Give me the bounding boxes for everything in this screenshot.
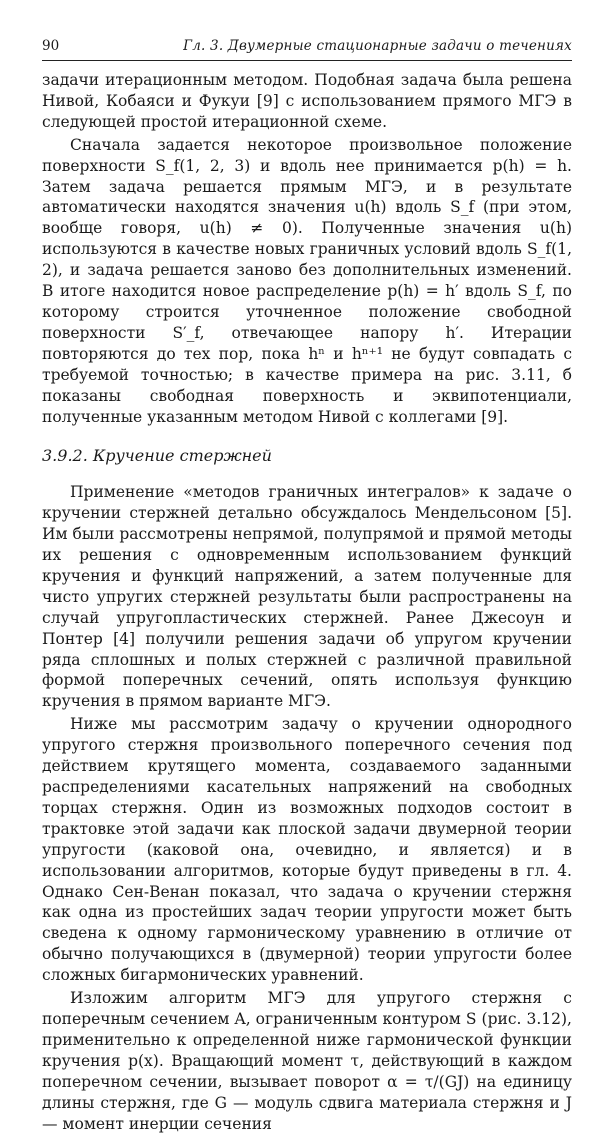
body-text: [42, 70, 572, 1136]
running-title: Гл. 3. Двумерные стационарные задачи о течениях: [183, 38, 572, 54]
header-rule: [42, 60, 572, 61]
paragraph-bie-methods: Применение «методов граничных интегралов» к задаче о кручении стержней детально обсуждалось Мендельсоном [5]. Им были рассмотрены непрямой, полупрямой и прямой методы их решения с одновременным использованием функций кручения и функций напряжений, а затем полученные для чисто упругих стержней результаты были распространены на случай упругопластических стержней. Ранее Джесоун и Понтер [4] получили решения задачи об упругом кручении ряда сплошных и полых стержней с различной правильной формой поперечных сечений, опять используя функцию кручения в прямом варианте МГЭ.: [42, 483, 572, 711]
page-number: 90: [42, 38, 60, 54]
paragraph-torsion-problem: Ниже мы рассмотрим задачу о кручении однородного упругого стержня произвольного поперечного сечения под действием крутящего момента, создаваемого заданными распределениями касательных напряжений на свободных торцах стержня. Один из возможных подходов состоит в трактовке этой задачи как плоской задачи двумерной теории упругости (каковой она, очевидно, и является) и в использовании алгоритмов, которые будут приведены в гл. 4. Однако Сен-Венан показал, что задача о кручении стержня как одна из простейших задач теории упругости может быть сведена к одному гармоническому уравнению в отличие от обычно получающихся в (двумерной) теории упругости более сложных бигармонических уравнений.: [42, 715, 572, 985]
section-heading: 3.9.2. Кручение стержней: [42, 446, 272, 466]
paragraph-iteration-scheme: Сначала задается некоторое произвольное положение поверхности S_f(1, 2, 3) и вдоль нее принимается p(h) = h. Затем задача решается прямым МГЭ, и в результате автоматически находятся значения u(h) вдоль S_f (при этом, вообще говоря, u(h) ≠ 0). Полученные значения u(h) используются в качестве новых граничных условий вдоль S_f(1, 2), и задача решается заново без дополнительных изменений. В итоге находится новое распределение p(h) = h′ вдоль S_f, по которому строится уточненное положение свободной поверхности S′_f, отвечающее напору h′. Итерации повторяются до тех пор, пока hⁿ и hⁿ⁺¹ не будут совпадать с требуемой точностью; в качестве примера на рис. 3.11, б показаны свободная поверхность и эквипотенциали, полученные указанным методом Нивой с коллегами [9].: [42, 135, 572, 426]
running-head: [42, 38, 572, 58]
paragraph-continuation: задачи итерационным методом. Подобная задача была решена Нивой, Кобаяси и Фукуи [9] с использованием прямого МГЭ в следующей простой итерационной схеме.: [42, 71, 572, 131]
paragraph-bem-algorithm: Изложим алгоритм МГЭ для упругого стержня с поперечным сечением A, ограниченным контуром S (рис. 3.12), применительно к определенной ниже гармонической функции кручения p(x). Вращающий момент τ, действующий в каждом поперечном сечении, вызывает поворот α = τ/(GJ) на единицу длины стержня, где G — модуль сдвига материала стержня и J — момент инерции сечения: [42, 989, 572, 1133]
